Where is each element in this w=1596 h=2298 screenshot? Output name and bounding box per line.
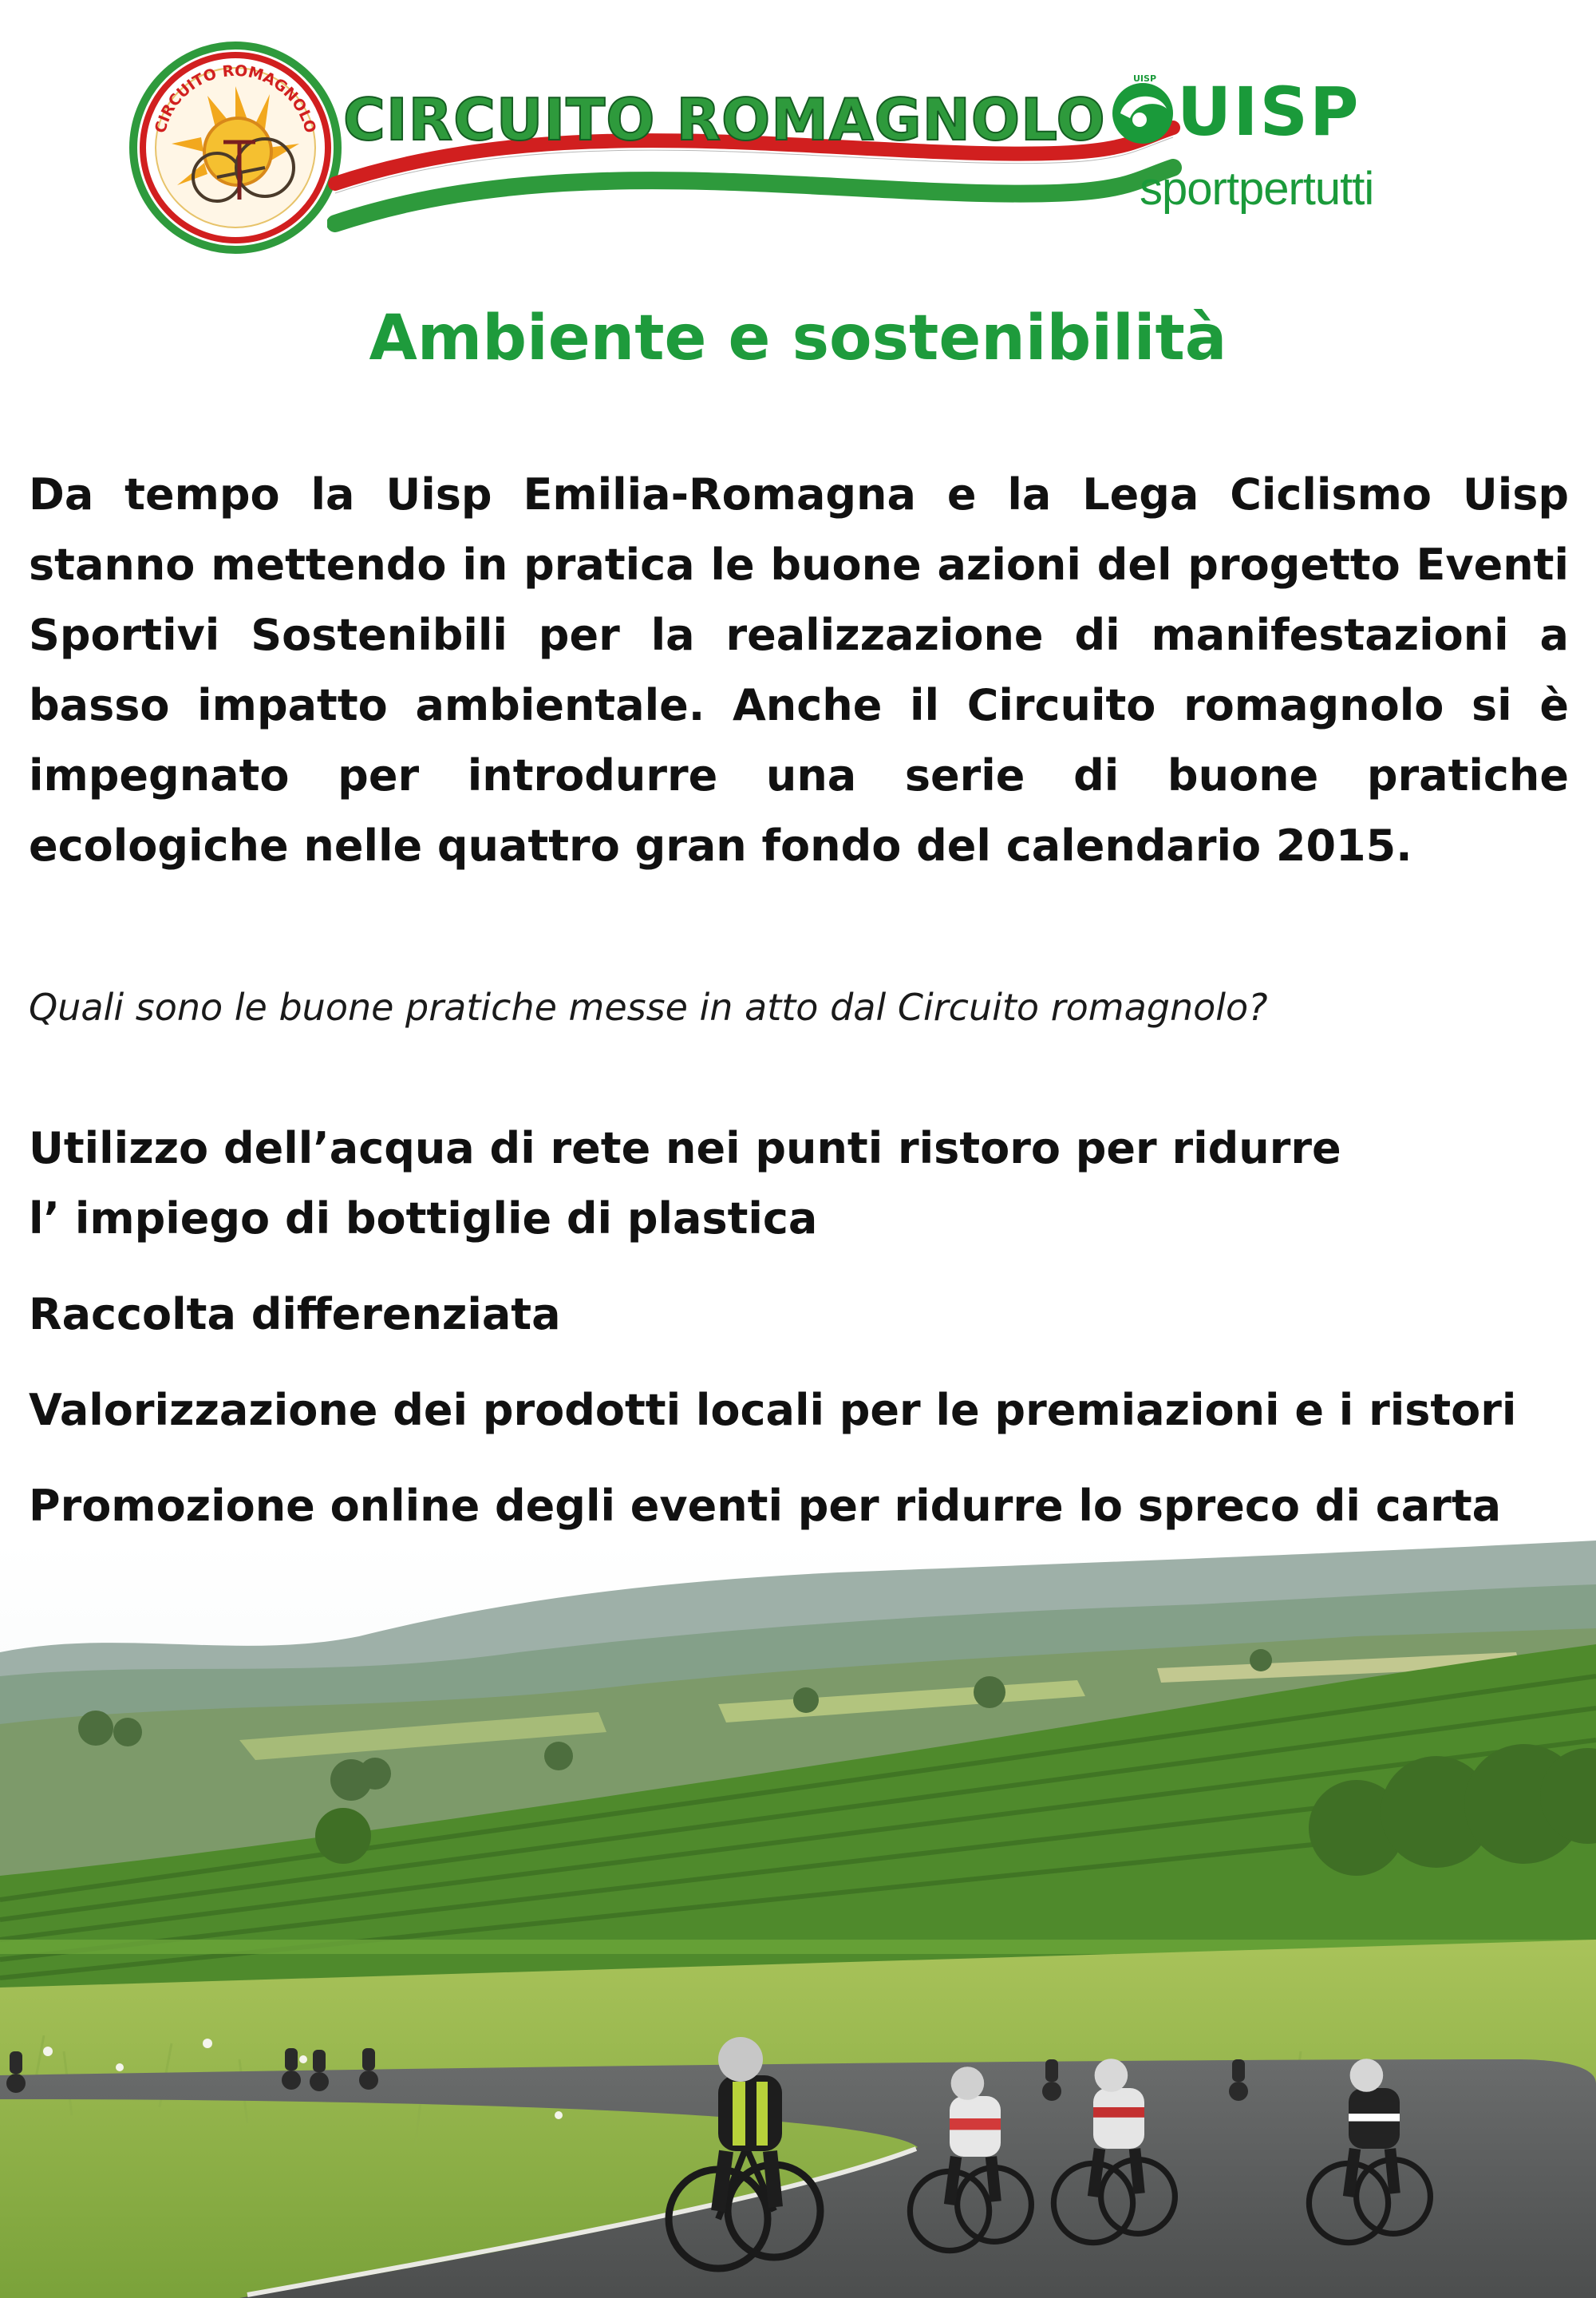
- uisp-mark-text: UISP: [1133, 73, 1157, 84]
- practices-question: Quali sono le buone pratiche messe in atto dal Circuito romagnolo?: [29, 986, 1268, 1029]
- practice-item: Raccolta differenziata: [29, 1289, 561, 1339]
- uisp-name: UISP: [1177, 73, 1361, 151]
- practices-list: [29, 1113, 1569, 1567]
- cyclists-vineyard-photo: [0, 1541, 1596, 2298]
- banner-logo-text: CIRCUITO ROMAGNOLO: [343, 86, 1106, 153]
- practice-item: Utilizzo dell’acqua di rete nei punti ristoro per ridurre l’ impiego di bottiglie di plastica: [29, 1123, 1341, 1244]
- cyclists-vineyard-landscape-icon: [0, 1541, 1596, 2298]
- practice-item: Promozione online degli eventi per ridurre lo spreco di carta: [29, 1481, 1502, 1531]
- uisp-logo: [1101, 64, 1374, 223]
- circuito-romagnolo-seal-icon: [128, 40, 343, 255]
- uisp-swirl-icon: [1101, 72, 1178, 152]
- seal-logo-text: CIRCUITO ROMAGNOLO: [152, 61, 320, 136]
- circuito-romagnolo-banner-icon: [327, 64, 1189, 255]
- practice-item: Valorizzazione dei prodotti locali per le premiazioni e i ristori: [29, 1385, 1517, 1435]
- intro-paragraph: Da tempo la Uisp Emilia-Romagna e la Lega Ciclismo Uisp stanno mettendo in pratica le buone azioni del progetto Eventi Sportivi Sostenibili per la realizzazione di manifestazioni a basso impatto ambientale. Anche il Circuito romagnolo si è impegnato per introdurre una serie di buone pratiche ecologiche nelle quattro gran fondo del calendario 2015.: [29, 469, 1569, 871]
- header: [120, 32, 1374, 255]
- uisp-tagline: sportpertutti: [1140, 163, 1374, 215]
- page-title: Ambiente e sostenibilità: [369, 303, 1227, 374]
